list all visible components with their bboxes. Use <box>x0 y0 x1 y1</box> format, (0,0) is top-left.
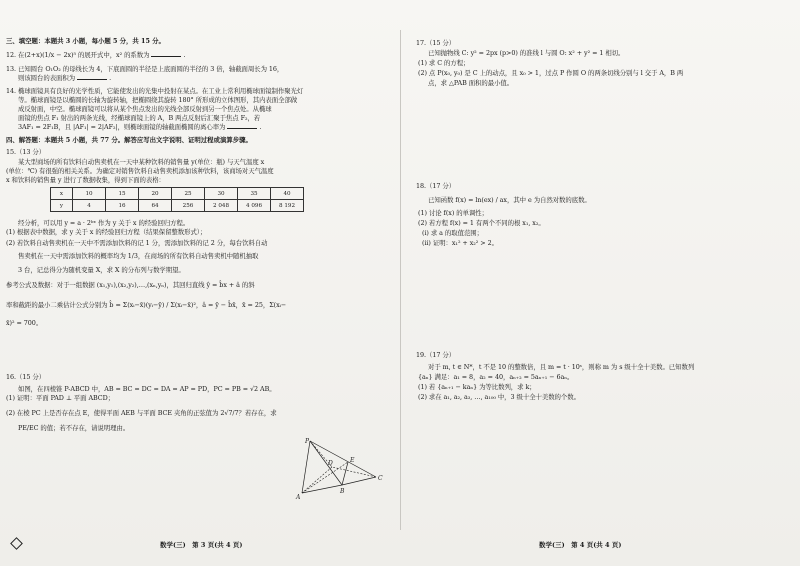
question-14-line-4: 面镜的焦点 F₁ 射出的两条光线，经椭球面镜上的 A，B 两点反射后汇聚于焦点 F₂，若 <box>18 114 261 122</box>
section-answer-title: 四、解答题：本题共 5 小题，共 77 分。解答应写出文字说明、证明过程或演算步骤。 <box>6 136 252 144</box>
label-e: E <box>350 457 355 464</box>
table-cell: 15 <box>106 188 139 200</box>
question-14-line-2: 等。椭球面镜是以椭圆的长轴为旋转轴，把椭圆绕其旋转 180° 所形成的立体图形，其内表面全部做 <box>18 96 298 104</box>
answer-blank-14 <box>227 123 257 129</box>
page-3-footer: 数学(三) 第 3 页(共 4 页) <box>160 541 243 549</box>
page-divider <box>400 30 401 530</box>
page-4-footer: 数学(三) 第 4 页(共 4 页) <box>539 541 622 549</box>
question-18-line-2: (1) 讨论 f(x) 的单调性； <box>418 209 488 217</box>
question-13-text: 则该圆台的表面积为 <box>18 74 76 82</box>
table-row-y <box>51 200 304 212</box>
question-16-line-3: (2) 在棱 PC 上是否存在点 E，使得平面 AEB 与平面 BCE 夹角的正弦值为 2√7/7？若存在，求 <box>6 409 277 417</box>
question-19-line-1: 对于 m, t ∈ N*，t 不是 10 的整数倍，且 m = t · 10ˢ，则称 m 为 s 级十全十美数。已知数列 <box>428 363 695 371</box>
question-15-line-4: 经分析，可以用 y = a · 2ᵇˣ 作为 y 关于 x 的经验回归方程。 <box>18 219 190 227</box>
question-19-line-3: (1) 若 {aₙ₊₁ − kaₙ} 为等比数列，求 k； <box>418 383 536 391</box>
question-16-heading: 16.（15 分） <box>6 373 46 381</box>
table-cell: 4 096 <box>238 200 271 212</box>
diamond-icon <box>10 537 23 550</box>
question-16-line-1: 如图，在四棱锥 P-ABCD 中，AB = BC = DC = DA = AP = PD，PC = PB = √2 AB。 <box>18 385 276 393</box>
table-header-y: y <box>51 200 73 212</box>
question-12: 12. 在(2+x)(1/x − 2x)⁵ 的展开式中，x² 的系数为 . <box>6 51 186 59</box>
section-fill-in-title: 三、填空题：本题共 3 小题，每小题 5 分，共 15 分。 <box>6 37 165 45</box>
label-a: A <box>296 494 301 501</box>
question-18-line-1: 已知函数 f(x) = ln(ex) / ax，其中 e 为自然对数的底数。 <box>428 196 591 204</box>
table-cell: 8 192 <box>271 200 304 212</box>
question-16-line-4: PE/EC 的值；若不存在，请说明理由。 <box>18 424 130 432</box>
question-13-line-1: 13. 已知圆台 O₁O₂ 的母线长为 4，下底面圆的半径是上底面圆的半径的 3 倍，轴截面周长为 16， <box>6 65 284 73</box>
table-header-x: x <box>51 188 73 200</box>
question-15-line-8: 3 台，记总得分为随机变量 X，求 X 的分布列与数学期望。 <box>18 266 185 274</box>
question-17-line-3: (2) 点 P(x₀, y₀) 是 C 上的动点，且 x₀ > 1，过点 P 作圆 O 的两条切线分别与 l 交于 A，B 两 <box>418 69 684 77</box>
question-16-line-2: (1) 证明：平面 PAD ⊥ 平面 ABCD； <box>6 394 115 402</box>
question-15-line-5: (1) 根据表中数据，求 y 关于 x 的经验回归方程（结果保留整数形式）； <box>6 228 207 236</box>
question-13-line-2: 则该圆台的表面积为 . <box>18 74 112 82</box>
question-18-heading: 18.（17 分） <box>416 182 456 190</box>
table-cell: 25 <box>172 188 205 200</box>
question-15-line-11: x̄)² = 700。 <box>6 319 43 327</box>
question-15-line-1: 某大型商场的所有饮料自动售卖机在一天中某种饮料的销售量 y(单位：瓶) 与天气温度 x <box>18 158 265 166</box>
table-cell: 30 <box>205 188 238 200</box>
question-14-line-1: 14. 椭球面镜具有良好的光学性质，它能使发出的光集中投射在某点。在工业上常利用椭球面镜制作聚光灯 <box>6 87 304 95</box>
question-17-line-1: 已知抛物线 C: y² = 2px (p>0) 的准线 l 与圆 O: x² + y² = 1 相切。 <box>428 49 625 57</box>
question-14-line-3: 成反射面，中空。椭球面镜可以将从某个焦点发出的光线全部反射到另一个焦点处。从椭球 <box>18 105 272 113</box>
question-14-line-5: 3AF₁ = 2F₁B，且 |AF₁| = 2|AF₂|，则椭球面镜的轴截面椭圆的离心率为 . <box>18 123 262 131</box>
question-15-line-9: 参考公式及数据：对于一组数据 (x₁,y₁),(x₂,y₂),…,(xₙ,yₙ)，其回归直线 ŷ = b̂x + â 的斜 <box>6 281 255 289</box>
question-17-line-4: 点，求 △PAB 面积的最小值。 <box>428 79 514 87</box>
temperature-sales-table <box>50 187 304 212</box>
answer-blank-13 <box>77 74 107 80</box>
edge-pc <box>310 441 376 477</box>
question-17-heading: 17.（15 分） <box>416 39 456 47</box>
edge-pb <box>310 441 342 485</box>
answer-blank-12 <box>151 51 181 57</box>
label-p: P <box>305 438 310 445</box>
table-cell: 16 <box>106 200 139 212</box>
edge-da <box>302 467 332 493</box>
edge-bc <box>342 477 376 485</box>
question-18-line-3: (2) 若方程 f(x) = 1 有两个不同的根 x₁, x₂。 <box>418 219 545 227</box>
question-18-line-4: (i) 求 a 的取值范围； <box>422 229 483 237</box>
question-15-line-10: 率和截距的最小二乘估计公式分别为 b̂ = Σ(xᵢ−x̄)(yᵢ−ȳ) / Σ(xᵢ−x̄)²，â = ȳ − b̂x̄，x̄ = 25，Σ(xᵢ− <box>6 301 287 309</box>
question-12-text: 12. 在(2+x)(1/x − 2x)⁵ 的展开式中，x² 的系数为 <box>6 51 150 59</box>
question-15-line-2: (单位：℃) 有很强的相关关系。为确定对销售饮料自动售卖机添加该种饮料，该商场对天气温度 <box>6 167 274 175</box>
question-15-line-7: 售卖机在一天中需添加饮料的概率均为 1/3，在商场的所有饮料自动售卖机中随机抽取 <box>18 252 259 260</box>
question-18-line-5: (ii) 证明：x₁² + x₂² > 2。 <box>422 239 498 247</box>
table-cell: 2 048 <box>205 200 238 212</box>
question-17-line-2: (1) 求 C 的方程； <box>418 59 470 67</box>
table-cell: 35 <box>238 188 271 200</box>
question-19-heading: 19.（17 分） <box>416 351 456 359</box>
table-cell: 10 <box>73 188 106 200</box>
label-b: B <box>340 488 345 495</box>
question-19-line-2: {aₙ} 满足：a₁ = 8，a₂ = 40，aₙ₊₂ = 5aₙ₊₁ − 6aₙ。 <box>418 373 574 381</box>
table-cell: 64 <box>139 200 172 212</box>
page-4 <box>404 0 800 566</box>
question-15-line-6: (2) 若饮料自动售卖机在一天中不需添加饮料的记 1 分，需添加饮料的记 2 分，每台饮料自动 <box>6 239 268 247</box>
question-15-line-3: x 和饮料的销售量 y 进行了数据收集，得到下面的表格： <box>6 176 165 184</box>
pyramid-figure <box>292 437 392 507</box>
label-c: C <box>378 475 383 482</box>
table-row-x <box>51 188 304 200</box>
question-15-heading: 15.（13 分） <box>6 148 46 156</box>
edge-pa <box>302 441 310 493</box>
label-d: D <box>328 460 333 467</box>
table-cell: 20 <box>139 188 172 200</box>
question-14-text: 3AF₁ = 2F₁B，且 |AF₁| = 2|AF₂|，则椭球面镜的轴截面椭圆的离心率为 <box>18 123 226 131</box>
table-cell: 256 <box>172 200 205 212</box>
table-cell: 40 <box>271 188 304 200</box>
table-cell: 4 <box>73 200 106 212</box>
edge-cd <box>332 467 376 477</box>
question-19-line-4: (2) 求在 a₁, a₂, a₃, …, a₁₀₀ 中，3 级十全十美数的个数。 <box>418 393 580 401</box>
